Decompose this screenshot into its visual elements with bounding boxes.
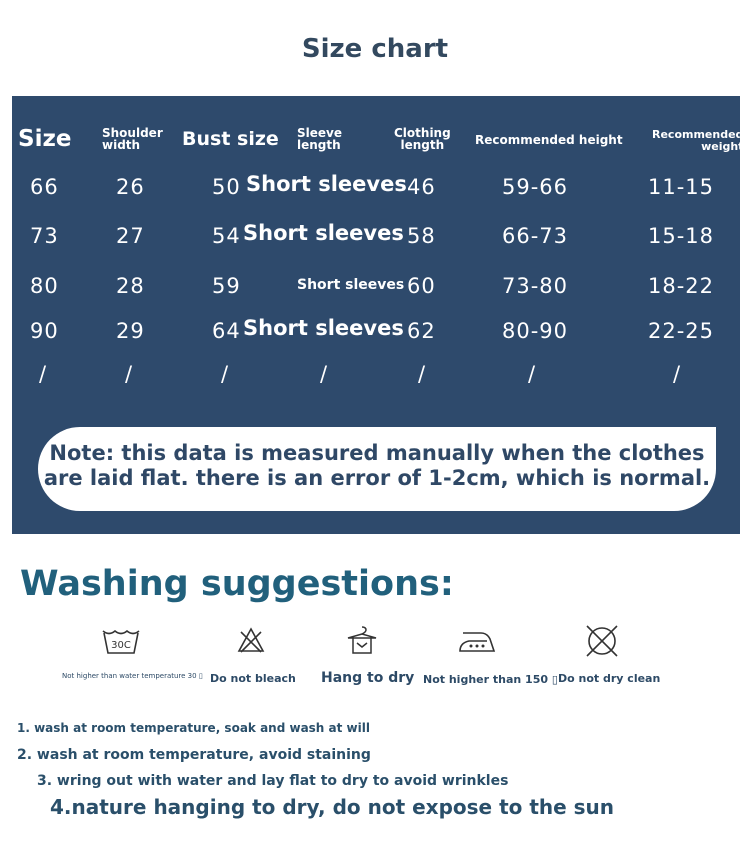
wash-30-icon (101, 627, 141, 657)
wash-temp-badge: 30C (111, 640, 131, 651)
measurement-note (38, 427, 716, 511)
table-cell: Short sleeves (246, 172, 407, 196)
table-cell: 59 (212, 274, 241, 298)
table-cell: / (221, 362, 230, 386)
iron-icon (457, 629, 497, 655)
washing-step-1: 1. wash at room temperature, soak and wash at will (17, 721, 370, 735)
table-cell: 66 (30, 175, 59, 199)
table-cell: 50 (212, 175, 241, 199)
table-cell: 26 (116, 175, 145, 199)
no-bleach-icon (237, 626, 265, 654)
table-cell: / (673, 362, 682, 386)
table-cell: 64 (212, 319, 241, 343)
table-cell: / (528, 362, 537, 386)
table-cell: 62 (407, 319, 436, 343)
table-cell: 58 (407, 224, 436, 248)
page-title: Size chart (301, 34, 449, 64)
note-line-1: Note: this data is measured manually when the clothes (49, 441, 705, 465)
header-weight: Recommended weight (652, 128, 744, 153)
table-cell: Short sleeves (297, 277, 405, 293)
header-sleeve: Sleeve length (297, 126, 342, 152)
table-cell: / (320, 362, 329, 386)
table-cell: 46 (407, 175, 436, 199)
table-cell: 27 (116, 224, 145, 248)
hang-dry-icon (345, 625, 379, 657)
header-bust: Bust size (182, 128, 279, 150)
washing-step-3: 3. wring out with water and lay flat to dry to avoid wrinkles (37, 773, 509, 789)
iron-temp-label: Not higher than 150 ▯ (423, 673, 558, 686)
table-cell: 18-22 (648, 274, 715, 298)
note-line-2: are laid flat. there is an error of 1-2cm, which is normal. (43, 466, 711, 490)
header-shoulder: Shoulder width (102, 126, 163, 152)
table-cell: / (125, 362, 134, 386)
no-dry-clean-icon (584, 623, 620, 659)
table-cell: 80-90 (502, 319, 569, 343)
table-cell: 90 (30, 319, 59, 343)
washing-title: Washing suggestions: (20, 564, 454, 604)
table-cell: / (39, 362, 48, 386)
no-bleach-label: Do not bleach (210, 672, 296, 685)
table-cell: 66-73 (502, 224, 569, 248)
table-cell: Short sleeves (243, 316, 404, 340)
header-height: Recommended height (475, 133, 623, 147)
table-cell: 80 (30, 274, 59, 298)
table-cell: 73-80 (502, 274, 569, 298)
table-cell: 73 (30, 224, 59, 248)
table-cell: 54 (212, 224, 241, 248)
table-cell: 11-15 (648, 175, 715, 199)
size-table (12, 96, 744, 534)
table-cell: 15-18 (648, 224, 715, 248)
table-cell: 28 (116, 274, 145, 298)
header-clothing: Clothing length (394, 126, 451, 152)
washing-step-4: 4.nature hanging to dry, do not expose to the sun (50, 795, 615, 819)
header-size: Size (18, 126, 72, 152)
table-cell: / (418, 362, 427, 386)
table-cell: Short sleeves (243, 221, 404, 245)
table-cell: 22-25 (648, 319, 715, 343)
table-cell: 29 (116, 319, 145, 343)
table-cell: 60 (407, 274, 436, 298)
wash-temp-label: Not higher than water temperature 30 ▯ (62, 672, 203, 680)
washing-step-2: 2. wash at room temperature, avoid staining (17, 747, 371, 763)
table-cell: 59-66 (502, 175, 569, 199)
hang-dry-label: Hang to dry (321, 670, 415, 686)
no-dry-clean-label: Do not dry clean (558, 672, 661, 685)
